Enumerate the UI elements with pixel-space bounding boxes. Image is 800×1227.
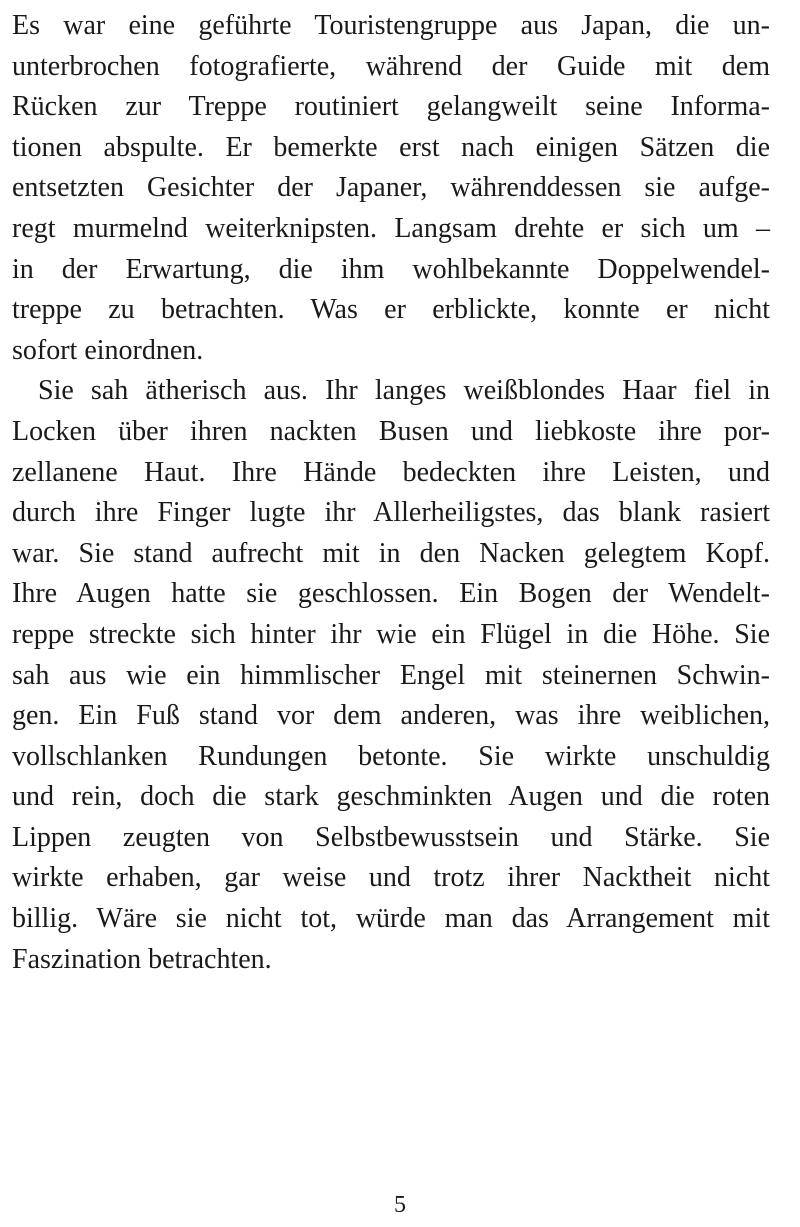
text-line: Sie sah ätherisch aus. Ihr langes weißblondes Haar fiel in xyxy=(38,375,770,407)
text-line: Lippen zeugten von Selbstbewusstsein und Stärke. Sie xyxy=(12,821,770,853)
paragraph-1 xyxy=(12,6,770,371)
text-line: wirkte erhaben, gar weise und trotz ihrer Nacktheit nicht xyxy=(12,862,770,894)
text-line: Ihre Augen hatte sie geschlossen. Ein Bogen der Wendelt- xyxy=(12,578,770,610)
paragraph-2 xyxy=(12,371,770,980)
text-line: und rein, doch die stark geschminkten Augen und die roten xyxy=(12,781,770,813)
text-line: durch ihre Finger lugte ihr Allerheiligstes, das blank rasiert xyxy=(12,497,770,529)
text-line: treppe zu betrachten. Was er erblickte, konnte er nicht xyxy=(12,294,770,326)
body-text xyxy=(12,6,770,980)
text-line: tionen abspulte. Er bemerkte erst nach einigen Sätzen die xyxy=(12,131,770,163)
text-line: Rücken zur Treppe routiniert gelangweilt seine Informa- xyxy=(12,91,770,123)
text-line: Locken über ihren nackten Busen und liebkoste ihre por- xyxy=(12,415,770,447)
text-line: in der Erwartung, die ihm wohlbekannte Doppelwendel- xyxy=(12,253,770,285)
text-line: vollschlanken Rundungen betonte. Sie wirkte unschuldig xyxy=(12,740,770,772)
page-number: 5 xyxy=(394,1192,406,1218)
text-line: sofort einordnen. xyxy=(12,334,204,366)
text-line: Es war eine geführte Touristengruppe aus Japan, die un- xyxy=(12,10,770,41)
text-line: regt murmelnd weiterknipsten. Langsam drehte er sich um – xyxy=(12,212,770,244)
text-line: sah aus wie ein himmlischer Engel mit steinernen Schwin- xyxy=(12,659,770,691)
text-line: war. Sie stand aufrecht mit in den Nacken gelegtem Kopf. xyxy=(12,537,770,569)
text-line: billig. Wäre sie nicht tot, würde man das Arrangement mit xyxy=(12,903,770,935)
text-line: gen. Ein Fuß stand vor dem anderen, was ihre weiblichen, xyxy=(12,700,770,732)
text-line: entsetzten Gesichter der Japaner, währenddessen sie aufge- xyxy=(12,172,770,204)
text-line: Faszination betrachten. xyxy=(12,943,272,975)
text-line: unterbrochen fotografierte, während der Guide mit dem xyxy=(12,50,770,82)
text-line: reppe streckte sich hinter ihr wie ein Flügel in die Höhe. Sie xyxy=(12,618,770,650)
text-line: zellanene Haut. Ihre Hände bedeckten ihre Leisten, und xyxy=(12,456,770,488)
